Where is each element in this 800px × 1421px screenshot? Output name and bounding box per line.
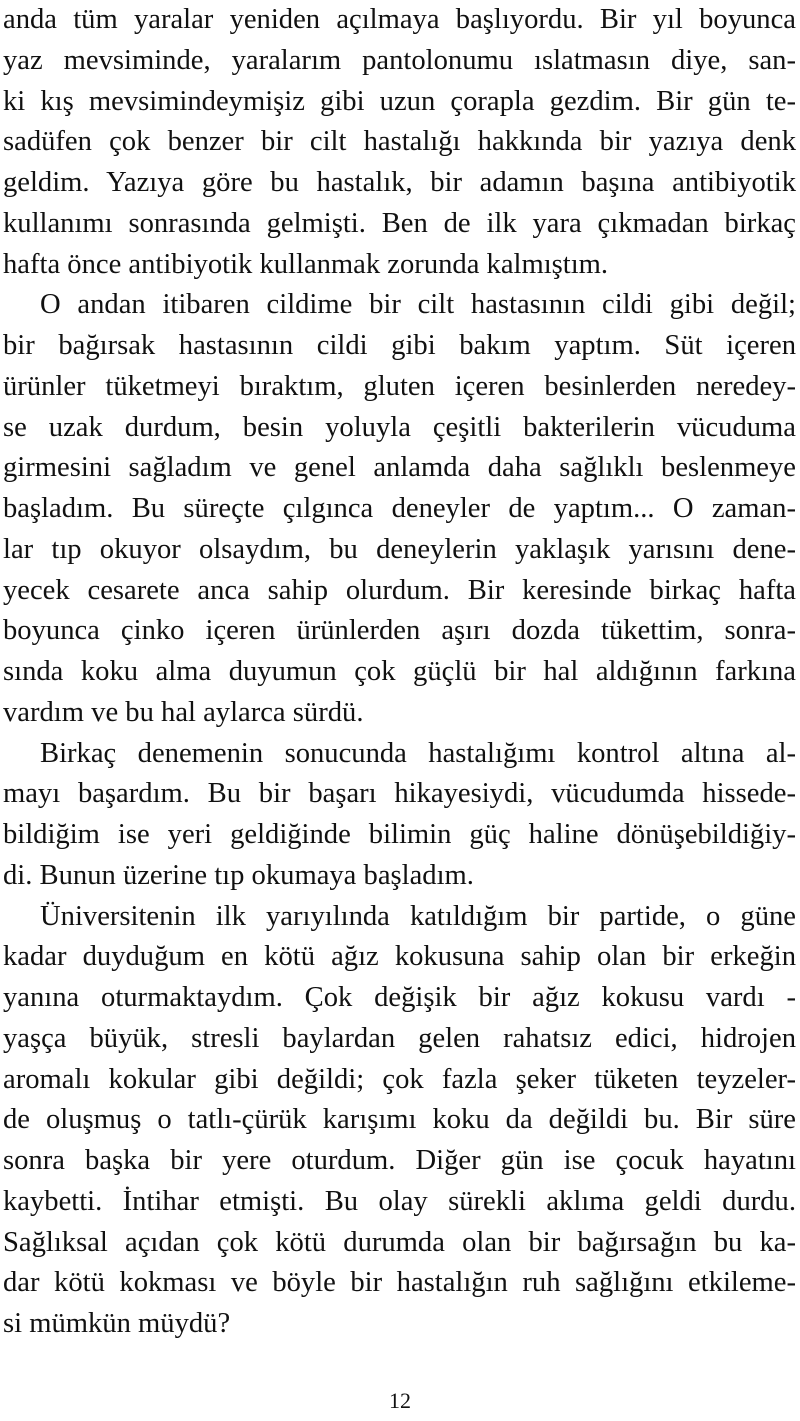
text-line: aromalı kokular gibi değildi; çok fazla şeker tüketen teyzeler-: [3, 1063, 796, 1095]
text-line: mayı başardım. Bu bir başarı hikayesiydi, vücudumda hissede-: [3, 778, 796, 810]
text-line: başladım. Bu süreçte çılgınca deneyler de yaptım... O zaman-: [3, 493, 796, 524]
text-line: ürünler tüketmeyi bıraktım, gluten içeren besinlerden neredey-: [3, 370, 796, 402]
text-line: ki kış mevsimindeymişiz gibi uzun çorapla gezdim. Bir gün te-: [3, 85, 796, 117]
text-line: vardım ve bu hal aylarca sürdü.: [3, 696, 364, 728]
text-line: sonra başka bir yere oturdum. Diğer gün ise çocuk hayatını: [3, 1145, 796, 1176]
text-line: de oluşmuş o tatlı-çürük karışımı koku da değildi bu. Bir süre: [3, 1104, 796, 1136]
text-line: kaybetti. İntihar etmişti. Bu olay sürekli aklıma geldi durdu.: [3, 1185, 796, 1217]
text-line: lar tıp okuyor olsaydım, bu deneylerin yaklaşık yarısını dene-: [3, 533, 796, 565]
text-line: girmesini sağladım ve genel anlamda daha sağlıklı beslenmeye: [3, 452, 796, 484]
body-text: [3, 0, 796, 1345]
text-line: Üniversitenin ilk yarıyılında katıldığım bir partide, o güne: [40, 900, 796, 932]
text-line: yaşça büyük, stresli baylardan gelen rahatsız edici, hidrojen: [3, 1022, 796, 1054]
text-line: di. Bunun üzerine tıp okumaya başladım.: [3, 859, 474, 891]
text-line: sadüfen çok benzer bir cilt hastalığı hakkında bir yazıya denk: [3, 126, 796, 158]
text-line: bildiğim ise yeri geldiğinde bilimin güç haline dönüşebildiğiy-: [3, 819, 796, 850]
text-line: sında koku alma duyumun çok güçlü bir hal aldığının farkına: [3, 656, 796, 687]
text-line: Birkaç denemenin sonucunda hastalığımı kontrol altına al-: [40, 737, 796, 769]
page-number: 12: [389, 1388, 411, 1413]
text-line: O andan itibaren cildime bir cilt hastasının cildi gibi değil;: [40, 289, 796, 321]
text-line: si mümkün müydü?: [3, 1308, 231, 1339]
text-line: anda tüm yaralar yeniden açılmaya başlıyordu. Bir yıl boyunca: [3, 4, 796, 35]
text-line: bir bağırsak hastasının cildi gibi bakım yaptım. Süt içeren: [3, 330, 796, 361]
text-line: yecek cesarete anca sahip olurdum. Bir keresinde birkaç hafta: [3, 574, 796, 606]
text-line: dar kötü kokması ve böyle bir hastalığın ruh sağlığını etkileme-: [3, 1267, 796, 1299]
text-line: yaz mevsiminde, yaralarım pantolonumu ıslatmasın diye, san-: [3, 44, 796, 76]
text-line: kullanımı sonrasında gelmişti. Ben de ilk yara çıkmadan birkaç: [3, 207, 796, 239]
text-line: Sağlıksal açıdan çok kötü durumda olan bir bağırsağın bu ka-: [3, 1226, 796, 1258]
text-line: boyunca çinko içeren ürünlerden aşırı dozda tükettim, sonra-: [3, 615, 796, 647]
text-line: se uzak durdum, besin yoluyla çeşitli bakterilerin vücuduma: [3, 411, 796, 443]
text-line: geldim. Yazıya göre bu hastalık, bir adamın başına antibiyotik: [3, 167, 796, 198]
text-line: hafta önce antibiyotik kullanmak zorunda kalmıştım.: [3, 248, 609, 280]
text-line: kadar duyduğum en kötü ağız kokusuna sahip olan bir erkeğin: [3, 941, 796, 973]
text-line: yanına oturmaktaydım. Çok değişik bir ağız kokusu vardı -: [3, 982, 796, 1013]
